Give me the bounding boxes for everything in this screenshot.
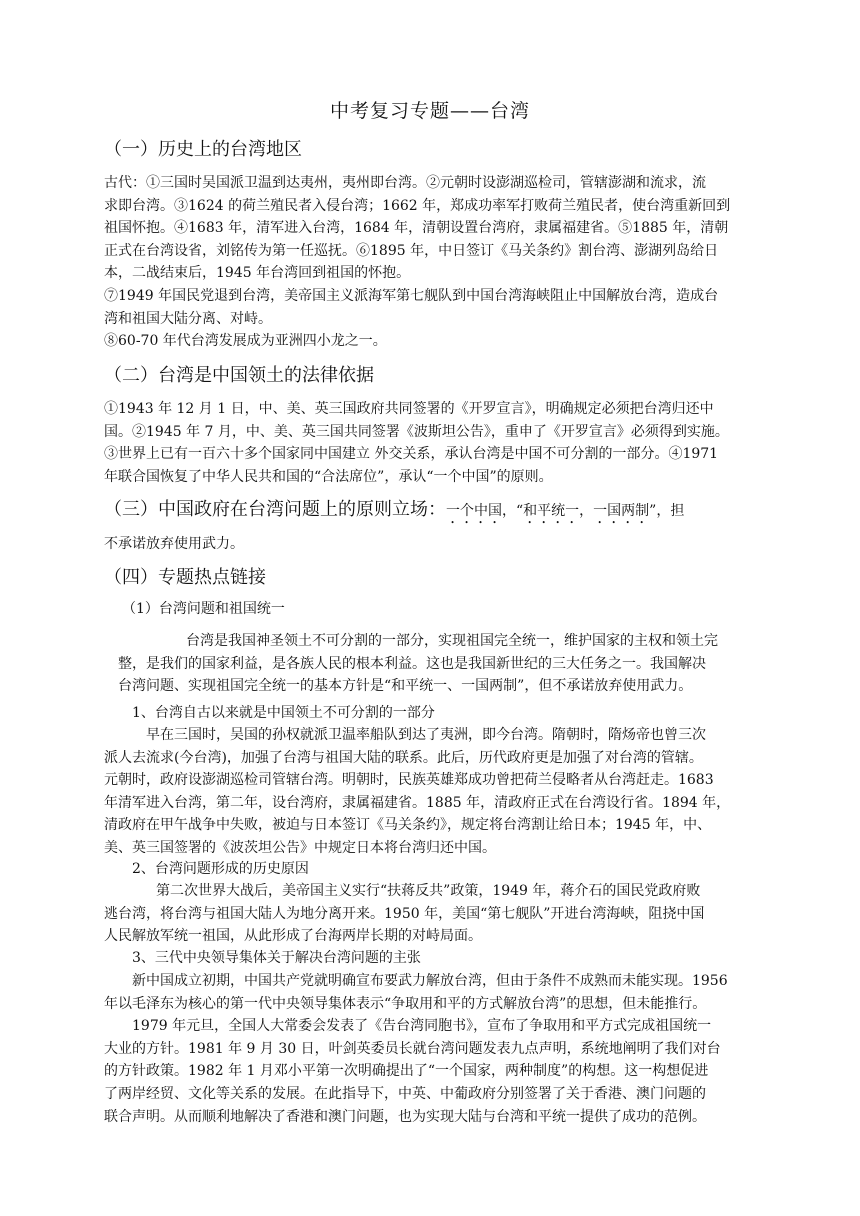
text-line: 年清军进入台湾，第二年，设台湾府，隶属福建省。1885 年，清政府正式在台湾设行省。1894 年，	[104, 794, 731, 811]
text-line: 祖国怀抱。④1683 年，清军进入台湾，1684 年，清朝设置台湾府，隶属福建省。⑤1885 年，清朝	[104, 220, 729, 237]
text-line: 美、英三国签署的《波茨坦公告》中规定日本将台湾归还中国。	[104, 839, 496, 856]
text-line: 正式在台湾设省，刘铭传为第一任巡抚。⑥1895 年，中日签订《马关条约》割台湾、澎湖列岛给日	[104, 242, 719, 259]
intro-paragraph	[118, 630, 758, 698]
text-line: 台湾是我国神圣领土不可分割的一部分，实现祖国完全统一，维护国家的主权和领土完	[186, 633, 718, 649]
point-2-body	[104, 880, 784, 948]
section-3-heading	[104, 498, 784, 527]
text-line: ⑦1949 年国民党退到台湾，美帝国主义派海军第七舰队到中国台湾海峡阻止中国解放台湾，造成台	[104, 287, 719, 304]
text-line: 早在三国时，吴国的孙权就派卫温率船队到达了夷洲，即今台湾。隋朝时，隋炀帝也曾三次	[146, 727, 706, 743]
text-line: 大业的方针。1981 年 9 月 30 日，叶剑英委员长就台湾问题发表九点声明，系统地阐明了我们对台	[104, 1040, 721, 1057]
section-1-heading: （一）历史上的台湾地区	[104, 139, 302, 160]
text-line: 本，二战结束后，1945 年台湾回到祖国的怀抱。	[104, 265, 411, 282]
text-line: 国。②1945 年 7 月，中、美、英三国共同签署《波斯坦公告》，重申了《开罗宣言》必须得到实施。	[104, 423, 729, 440]
text-line: 第二次世界大战后，美帝国主义实行“扶蒋反共”政策，1949 年，蒋介石的国民党政府败	[156, 883, 701, 899]
section-3-continuation: 不承诺放弃使用武力。	[104, 536, 244, 552]
point-2-title: 2、台湾问题形成的历史原因	[132, 861, 309, 877]
text-line: 了两岸经贸、文化等关系的发展。在此指导下，中英、中葡政府分别签署了关于香港、澳门问题的	[104, 1085, 706, 1102]
point-3-title: 3、三代中央领导集体关于解决台湾问题的主张	[132, 950, 421, 966]
text-line: ⑧60-70 年代台湾发展成为亚洲四小龙之一。	[104, 333, 387, 350]
text-line: 的方针政策。1982 年 1 月邓小平第一次明确提出了“一个国家，两种制度”的构想。这一构想促进	[104, 1063, 709, 1080]
text-line: 清政府在甲午战争中失败，被迫与日本签订《马关条约》，规定将台湾割让给日本；1945 年，中、	[104, 817, 712, 834]
section-4-heading: （四）专题热点链接	[104, 567, 266, 588]
text-line: ③世界上已有一百六十多个国家同中国建立 外交关系，承认台湾是中国不可分割的一部分。④1971	[104, 446, 719, 463]
text-line: ①1943 年 12 月 1 日，中、美、英三国政府共同签署的《开罗宣言》，明确规定必须把台湾归还中	[104, 401, 714, 417]
text-line: 湾和祖国大陆分离、对峙。	[104, 310, 272, 327]
text-line: 年联合国恢复了中华人民共和国的“合法席位”，承认“一个中国”的原则。	[104, 468, 553, 485]
text-line: 联合声明。从而顺利地解决了香港和澳门问题，也为实现大陆与台湾和平统一提供了成功的范例。	[104, 1108, 706, 1125]
section-1-body	[104, 172, 784, 353]
section-2-heading: （二）台湾是中国领土的法律依据	[104, 365, 374, 386]
text-line: 台湾问题、实现祖国完全统一的基本方针是“和平统一、一国两制”，但不承诺放弃使用武力。	[118, 678, 693, 695]
principle-emphasis: 一个中国，“和平统一，一国两制”	[446, 503, 657, 519]
text-line: 求即台湾。③1624 的荷兰殖民者入侵台湾；1662 年，郑成功率军打败荷兰殖民者，使台湾重新回到	[104, 197, 731, 214]
text-line: 年以毛泽东为核心的第一代中央领导集体表示“争取用和平的方式解放台湾”的思想，但未能推行。	[104, 995, 707, 1012]
section-2-body	[104, 398, 784, 488]
text-line: 元朝时，政府设澎湖巡检司管辖台湾。明朝时，民族英雄郑成功曾把荷兰侵略者从台湾赶走。1683	[104, 772, 714, 789]
point-3-body	[104, 970, 784, 1128]
text-line: 1979 年元旦，全国人大常委会发表了《告台湾同胞书》，宣布了争取用和平方式完成祖国统一	[132, 1018, 712, 1035]
text-line: 古代：①三国时吴国派卫温到达夷州，夷州即台湾。②元朝时设澎湖巡检司，管辖澎湖和流求，流	[104, 175, 706, 191]
point-1-title: 1、台湾自古以来就是中国领土不可分割的一部分	[132, 705, 435, 721]
text-line: 新中国成立初期，中国共产党就明确宣布要武力解放台湾，但由于条件不成熟而未能实现。1956	[132, 973, 728, 989]
text-line: 整，是我们的国家利益，是各族人民的根本利益。这也是我国新世纪的三大任务之一。我国解决	[118, 655, 706, 672]
subsection-1-title: （1）台湾问题和祖国统一	[122, 601, 285, 617]
text-line: 派人去流求(今台湾)，加强了台湾与祖国大陆的联系。此后，历代政府更是加强了对台湾的管辖。	[104, 749, 703, 766]
principle-tail: ，担	[656, 503, 685, 519]
page-title: 中考复习专题——台湾	[329, 100, 530, 122]
section-3-heading-text: （三）中国政府在台湾问题上的原则立场：	[104, 499, 446, 520]
text-line: 逃台湾，将台湾与祖国大陆人为地分离开来。1950 年，美国“第七舰队”开进台湾海峡，阻挠中国	[104, 905, 705, 922]
text-line: 人民解放军统一祖国，从此形成了台海两岸长期的对峙局面。	[104, 928, 482, 945]
point-1-body	[104, 724, 784, 860]
